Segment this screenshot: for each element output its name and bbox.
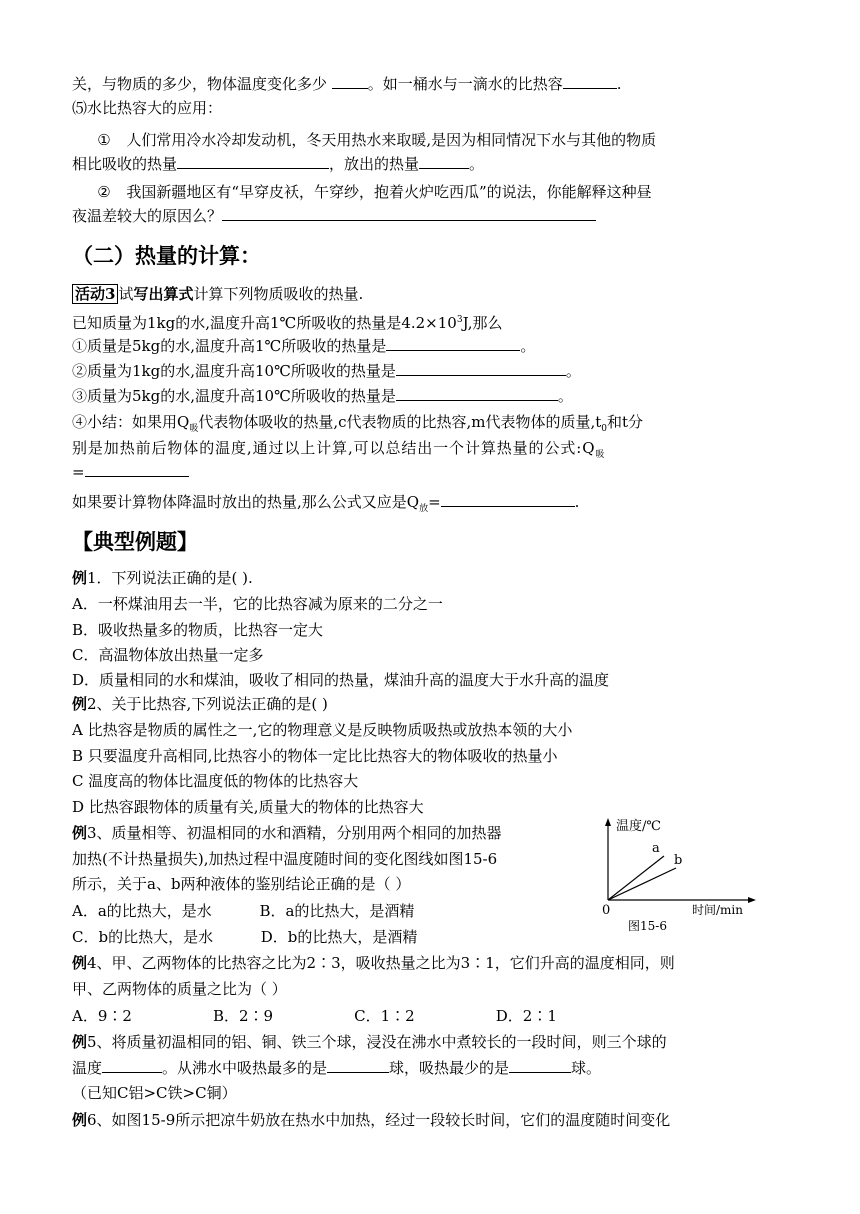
figure-caption: 图15-6 [628, 919, 667, 933]
example-1-option-d: D．质量相同的水和煤油，吸收了相同的热量，煤油升高的温度大于水升高的温度 [72, 671, 610, 689]
text: 。从沸水中吸热最多的是 [162, 1059, 328, 1077]
activity-label: 活动3 [72, 284, 118, 304]
num: ② [97, 183, 111, 201]
superscript: 3 [456, 315, 463, 325]
blank [222, 206, 596, 221]
app2-line1 [96, 182, 652, 202]
blank [509, 1058, 571, 1073]
example-1-option-a: A．一杯煤油用去一半，它的比热容减为原来的二分之一 [72, 595, 443, 613]
text: = [72, 463, 85, 481]
text: 3、质量相等、初温相同的水和酒精，分别用两个相同的加热器 [87, 824, 502, 842]
text: 1．下列说法正确的是( ). [87, 569, 253, 587]
example-2-option-a: A 比热容是物质的属性之一,它的物理意义是反映物质吸热或放热本领的大小 [72, 721, 573, 739]
text: = [428, 493, 441, 511]
label: 例 [72, 569, 88, 587]
text: ②质量为1kg的水,温度升高10℃所吸收的热量是 [72, 362, 396, 380]
blank [327, 1058, 389, 1073]
text: 关，与物质的多少，物体温度变化多少 [72, 75, 332, 93]
example-2-option-b: B 只要温度升高相同,比热容小的物体一定比比热容大的物体吸收的热量小 [72, 747, 558, 765]
line-2 [72, 98, 222, 118]
text: 4、甲、乙两物体的比热容之比为2∶3，吸收热量之比为3∶1，它们升高的温度相同，则 [87, 954, 675, 972]
text: 。 [557, 387, 573, 405]
text: 我国新疆地区有“早穿皮袄，午穿纱，抱着火炉吃西瓜”的说法，你能解释这种昼 [126, 183, 652, 201]
text: ④小结：如果用Q [72, 413, 190, 431]
blank [419, 154, 469, 169]
example-3-line2: 加热(不计热量损失),加热过程中温度随时间的变化图线如图15-6 [72, 850, 498, 868]
x-axis-arrow [748, 897, 756, 903]
examples-title: 【典型例题】 [72, 530, 198, 554]
blank [102, 1058, 162, 1073]
blank [177, 154, 329, 169]
text: 和t分 [607, 413, 644, 431]
y-axis-arrow [605, 818, 611, 826]
y-axis-label: 温度/℃ [616, 819, 661, 834]
label: 例 [72, 695, 88, 713]
blank [85, 462, 189, 477]
activity-q1 [72, 336, 535, 356]
activity-summary-3 [72, 462, 189, 482]
example-4-line2: 甲、乙两物体的质量之比为（ ） [72, 980, 287, 998]
section-title: （二）热量的计算： [72, 244, 261, 268]
blank [332, 74, 368, 89]
text: 夜温差较大的原因么？ [72, 207, 223, 225]
text: ①质量是5kg的水,温度升高1℃所吸收的热量是 [72, 337, 387, 355]
example-3-line1 [72, 823, 502, 843]
text: 别是加热前后物体的温度,通过以上计算,可以总结出一个计算热量的公式:Q [72, 439, 596, 457]
text: 已知质量为1kg的水,温度升高1℃所吸收的热量是4.2×10 [72, 314, 457, 332]
text: . [616, 75, 622, 93]
text: 温度 [72, 1059, 103, 1077]
text: ，放出的热量 [329, 155, 420, 173]
example-5-line1 [72, 1032, 667, 1052]
text: 。 [469, 155, 485, 173]
blank [441, 492, 575, 507]
example-1-option-b: B．吸收热量多的物质，比热容一定大 [72, 621, 324, 639]
text: 如果要计算物体降温时放出的热量,那么公式又应是Q [72, 493, 420, 511]
text: 写出算式 [133, 285, 194, 303]
subscript: 吸 [189, 424, 199, 434]
x-axis-label: 时间/min [692, 903, 743, 917]
label: 例 [72, 954, 88, 972]
activity-summary-1 [72, 412, 643, 439]
example-2-option-c: C 温度高的物体比温度低的物体的比热容大 [72, 772, 359, 790]
text: 相比吸收的热量 [72, 155, 178, 173]
text: 计算下列物质吸收的热量. [193, 285, 364, 303]
app2-line2 [72, 206, 596, 226]
text: ⑸水比热容大的应用： [72, 99, 223, 117]
origin-label: 0 [602, 903, 611, 918]
text: ③质量为5kg的水,温度升高10℃所吸收的热量是 [72, 387, 396, 405]
blank [563, 74, 617, 89]
example-1-option-c: C．高温物体放出热量一定多 [72, 646, 264, 664]
example-2-question [72, 694, 328, 714]
text: 6、如图15-9所示把凉牛奶放在热水中加热，经过一段较长时间，它们的温度随时间变化 [87, 1111, 671, 1129]
line-b-label: b [674, 853, 683, 868]
blank [396, 386, 558, 401]
app1-line1 [96, 130, 656, 150]
text: 。 [565, 362, 581, 380]
text: 5、将质量初温相同的铝、铜、铁三个球，浸没在沸水中煮较长的一段时间，则三个球的 [87, 1033, 667, 1051]
activity-intro [72, 284, 363, 304]
text: 球，吸热最少的是 [389, 1059, 510, 1077]
text: . [574, 493, 580, 511]
subscript: 放 [419, 504, 429, 514]
text: 代表物体吸收的热量,c代表物质的比热容,m代表物体的质量,t [198, 413, 602, 431]
text: J,那么 [462, 314, 503, 332]
example-3-options-ab: A．a的比热大，是水 B．a的比热大，是酒精 [72, 902, 415, 920]
label: 例 [72, 1111, 88, 1129]
text: 。 [520, 337, 536, 355]
text: 球。 [571, 1059, 602, 1077]
line-a-label: a [652, 841, 660, 856]
example-3-options-cd: C．b的比热大，是水 D．b的比热大，是酒精 [72, 928, 418, 946]
activity-summary-4 [72, 492, 579, 519]
activity-summary-2 [72, 438, 605, 465]
example-4-line1 [72, 953, 675, 973]
blank [396, 361, 566, 376]
label: 例 [72, 824, 88, 842]
example-5-line3: （已知C铝>C铁>C铜） [72, 1084, 237, 1102]
app1-line2 [72, 154, 484, 174]
line-1 [72, 74, 622, 94]
activity-q2 [72, 361, 581, 381]
example-5-line2 [72, 1058, 601, 1078]
activity-q3 [72, 386, 573, 406]
example-3-line3: 所示，关于a、b两种液体的鉴别结论正确的是（ ） [72, 875, 411, 893]
text: 试 [118, 285, 134, 303]
text: 。如一桶水与一滴水的比热容 [367, 75, 563, 93]
blank [386, 336, 520, 351]
example-2-option-d: D 比热容跟物体的质量有关,质量大的物体的比热容大 [72, 798, 424, 816]
subscript: 0 [601, 424, 608, 434]
example-1-question [72, 568, 253, 588]
activity-given [72, 310, 502, 333]
example-4-options: A．9∶2 B．2∶9 C．1∶2 D．2∶1 [72, 1007, 557, 1025]
label: 例 [72, 1033, 88, 1051]
text: 2、关于比热容,下列说法正确的是( ) [87, 695, 328, 713]
num: ① [97, 131, 111, 149]
text: 人们常用冷水冷却发动机，冬天用热水来取暖,是因为相同情况下水与其他的物质 [126, 131, 657, 149]
figure-15-6 [598, 812, 768, 936]
example-6-line1 [72, 1110, 670, 1130]
subscript: 吸 [595, 450, 606, 460]
